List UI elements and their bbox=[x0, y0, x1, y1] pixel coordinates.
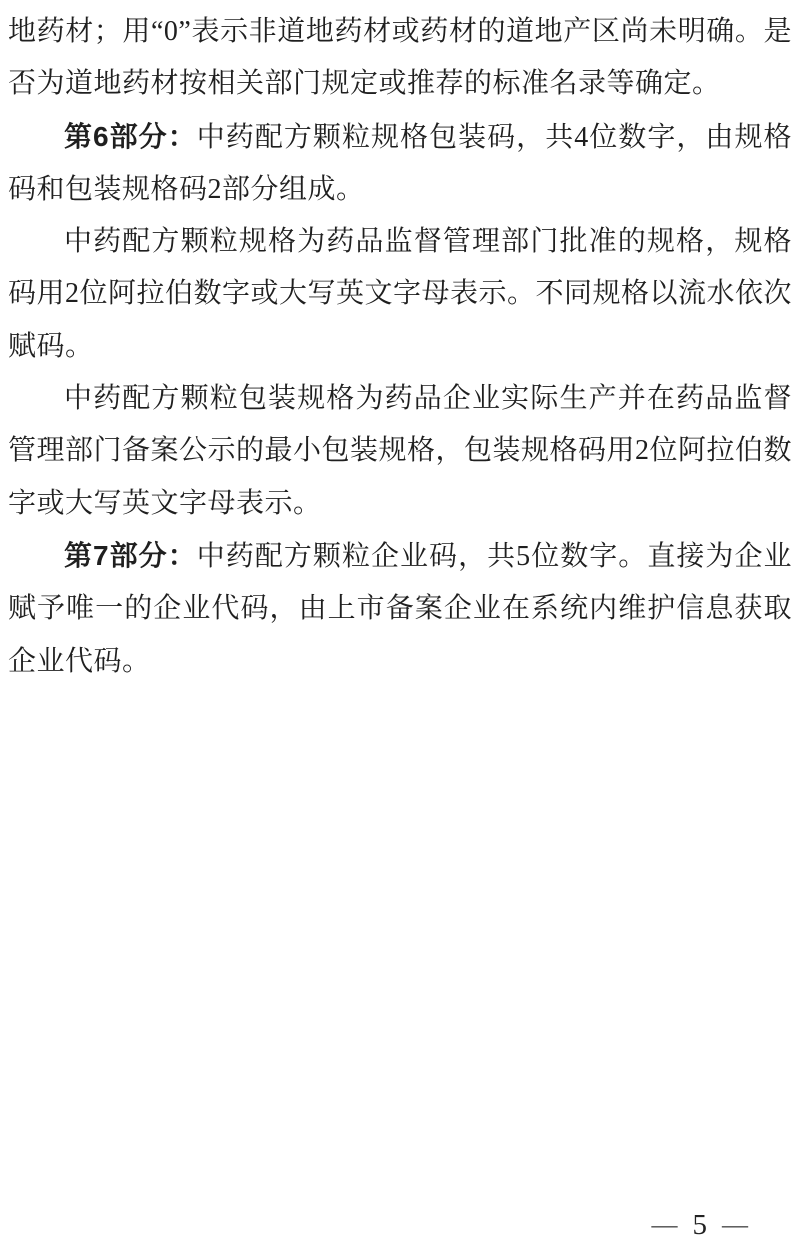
paragraph-section-7 bbox=[8, 530, 792, 688]
footer-dash-right: — bbox=[722, 1210, 748, 1239]
page-number: 5 bbox=[692, 1208, 707, 1241]
body-text-run: 中药配方颗粒企业码，共5位数字。直接为企业赋予唯一的企业代码，由上市备案企业在系统内维护信息获取企业代码。 bbox=[8, 540, 792, 677]
paragraph-package-spec bbox=[8, 373, 792, 530]
footer-dash-left: — bbox=[651, 1210, 678, 1239]
paragraph-section-6 bbox=[8, 111, 792, 217]
body-text-run: 中药配方颗粒规格为药品监督管理部门批准的规格，规格码用2位阿拉伯数字或大写英文字母表示。不同规格以流水依次赋码。 bbox=[8, 226, 793, 362]
page-footer bbox=[652, 1208, 749, 1242]
body-text-run: 中药配方颗粒包装规格为药品企业实际生产并在药品监督管理部门备案公示的最小包装规格，包装规格码用2位阿拉伯数字或大写英文字母表示。 bbox=[8, 383, 793, 519]
section-6-heading: 第6部分： bbox=[64, 120, 197, 152]
body-text-run: 地药材；用“0”表示非道地药材或药材的道地产区尚未明确。是否为道地药材按相关部门规定或推荐的标准名录等确定。 bbox=[8, 16, 792, 100]
section-7-heading: 第7部分： bbox=[64, 539, 197, 571]
body-text-run: 中药配方颗粒规格包装码，共4位数字，由规格码和包装规格码2部分组成。 bbox=[8, 121, 792, 205]
paragraph-continuation bbox=[8, 6, 792, 111]
document-body bbox=[8, 6, 792, 688]
paragraph-spec-code bbox=[8, 216, 792, 373]
